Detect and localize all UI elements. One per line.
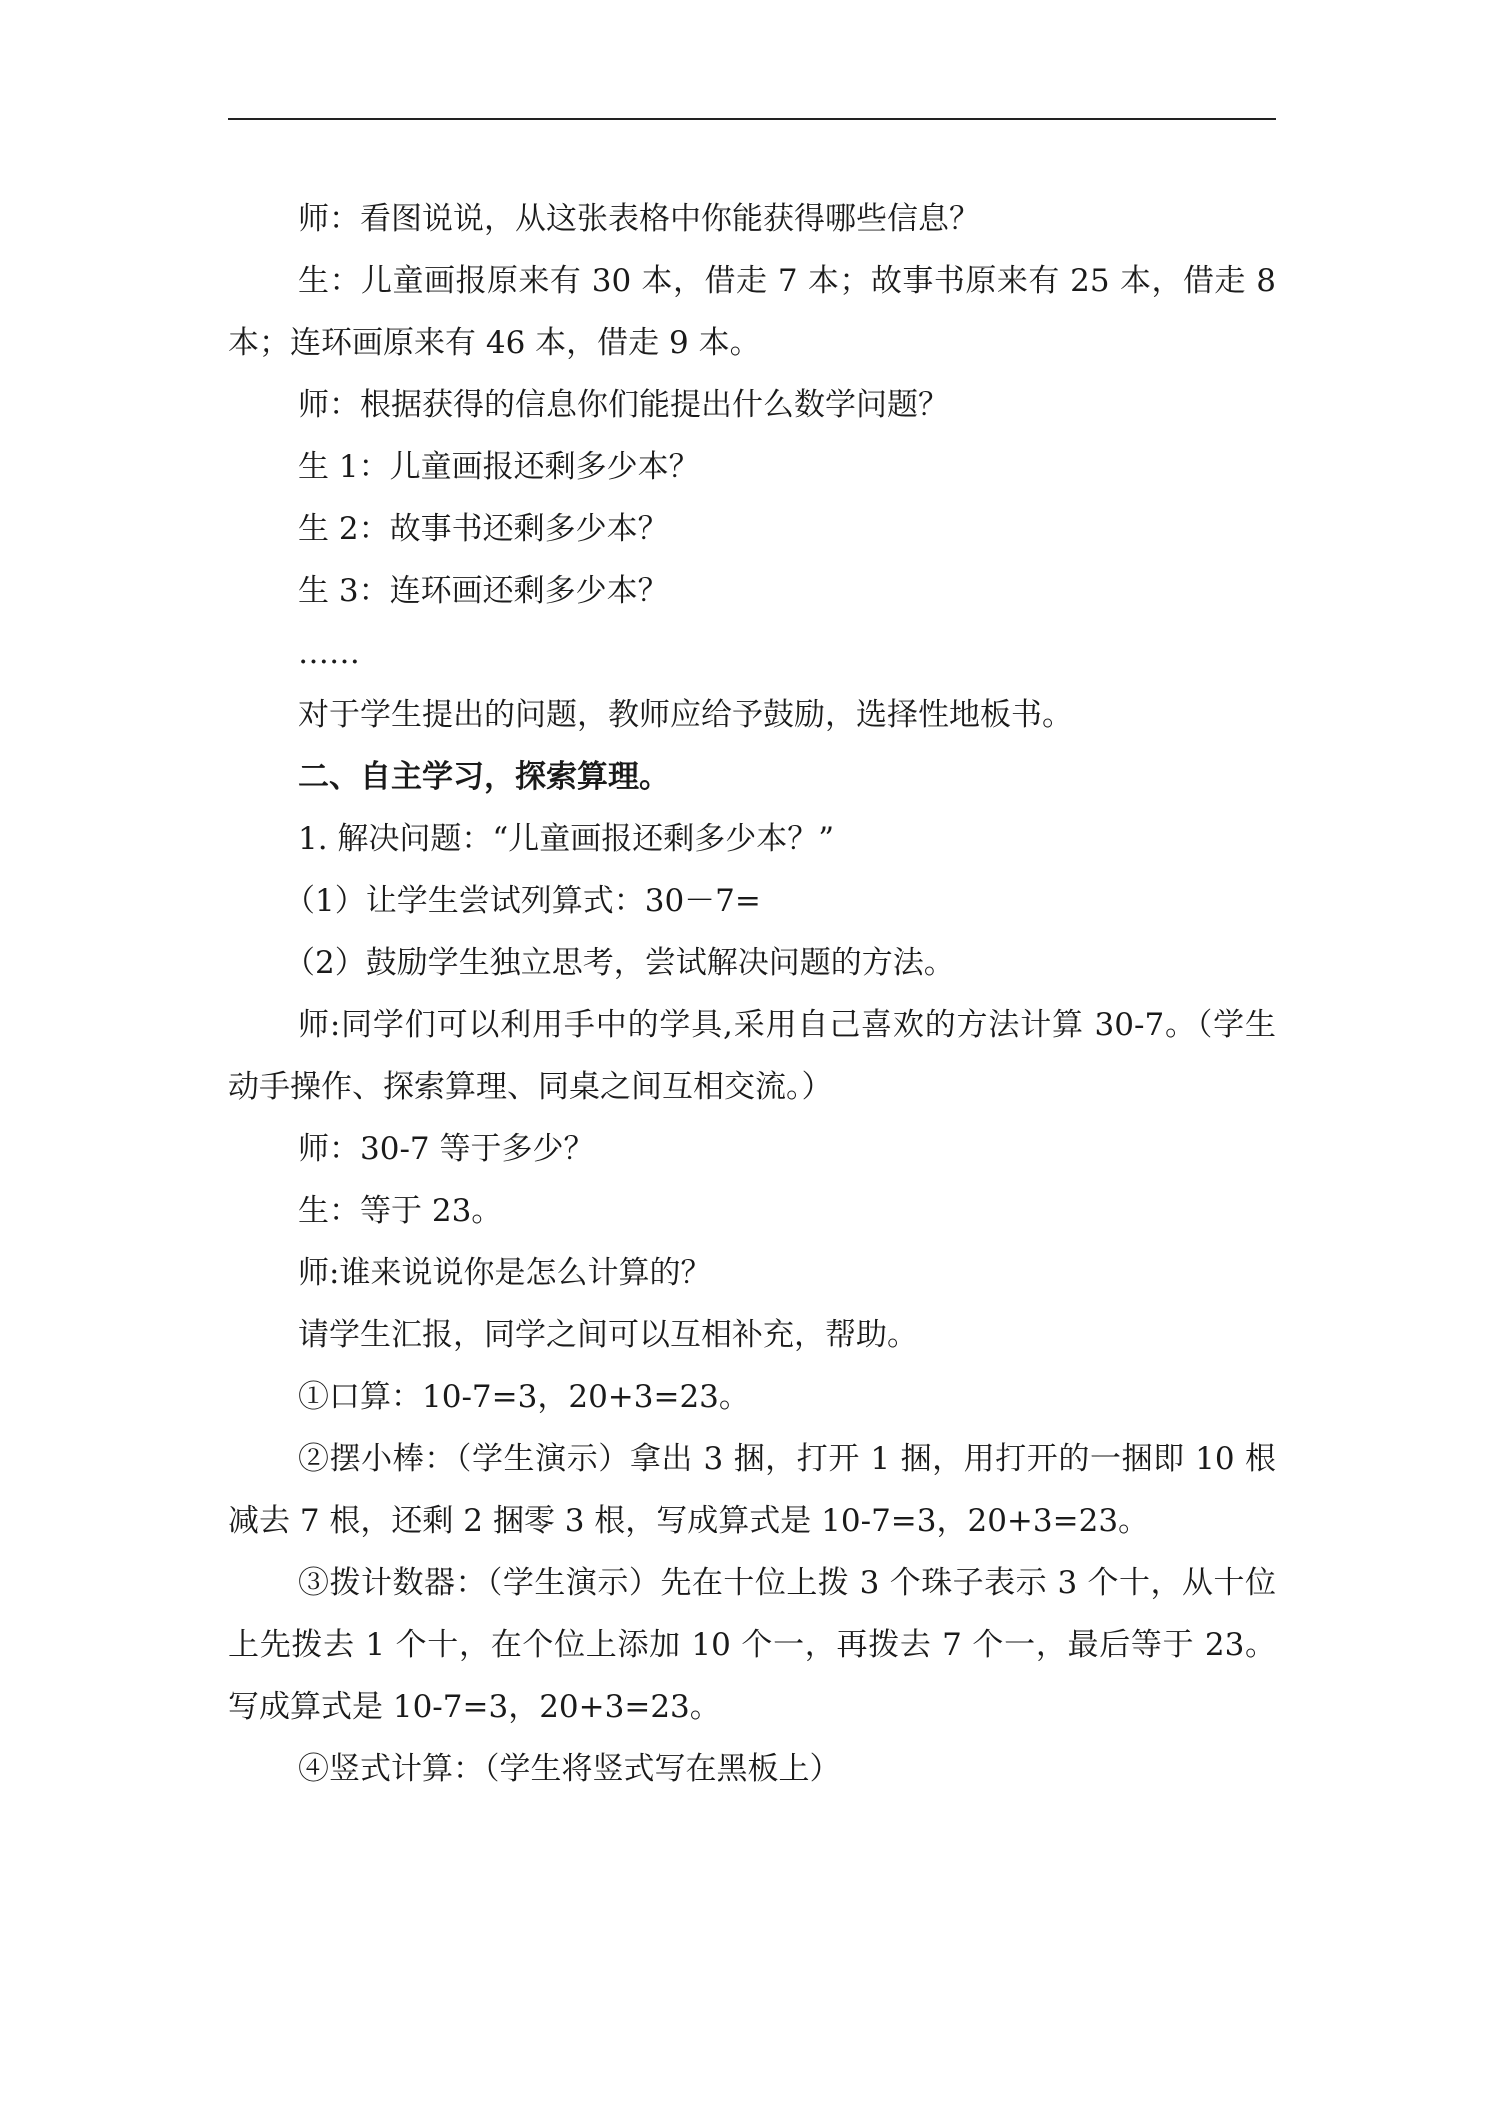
paragraph-ellipsis: …… bbox=[298, 635, 360, 671]
paragraph-teacher-note: 对于学生提出的问题，教师应给予鼓励，选择性地板书。 bbox=[298, 697, 1073, 733]
paragraph-teacher-question-3: 师：30-7 等于多少？ bbox=[298, 1131, 595, 1167]
paragraph-problem-1: 1. 解决问题：“儿童画报还剩多少本？” bbox=[298, 821, 835, 857]
paragraph-student-answer-23: 生：等于 23。 bbox=[298, 1193, 503, 1229]
paragraph-teacher-question-1: 师：看图说说，从这张表格中你能获得哪些信息？ bbox=[298, 201, 980, 237]
paragraph-teacher-question-2: 师：根据获得的信息你们能提出什么数学问题？ bbox=[298, 387, 949, 423]
paragraph-teacher-question-4: 师:谁来说说你是怎么计算的？ bbox=[298, 1255, 712, 1291]
paragraph-step-2: （2）鼓励学生独立思考，尝试解决问题的方法。 bbox=[284, 945, 955, 981]
paragraph-step-1: （1）让学生尝试列算式：30－7= bbox=[284, 883, 761, 919]
paragraph-teacher-instruction: 师:同学们可以利用手中的学具,采用自己喜欢的方法计算 30-7。（学生动手操作、探索算理、同桌之间互相交流。） bbox=[228, 1007, 1276, 1105]
paragraph-method-oral: ①口算：10-7=3，20+3=23。 bbox=[298, 1379, 750, 1415]
header-rule bbox=[228, 118, 1276, 120]
paragraph-student-1: 生 1：儿童画报还剩多少本？ bbox=[298, 449, 700, 485]
paragraph-method-vertical: ④竖式计算：（学生将竖式写在黑板上） bbox=[298, 1751, 841, 1787]
paragraph-method-abacus: ③拨计数器：（学生演示）先在十位上拨 3 个珠子表示 3 个十，从十位上先拨去 1 个十，在个位上添加 10 个一，再拨去 7 个一，最后等于 23。写成算式是 10-7=3，20+3=23。 bbox=[228, 1565, 1276, 1725]
paragraph-method-sticks: ②摆小棒：（学生演示）拿出 3 捆，打开 1 捆，用打开的一捆即 10 根减去 7 根，还剩 2 捆零 3 根，写成算式是 10-7=3，20+3=23。 bbox=[228, 1441, 1276, 1539]
paragraph-report: 请学生汇报，同学之间可以互相补充，帮助。 bbox=[298, 1317, 918, 1353]
paragraph-student-3: 生 3：连环画还剩多少本？ bbox=[298, 573, 669, 609]
paragraph-student-2: 生 2：故事书还剩多少本？ bbox=[298, 511, 669, 547]
section-heading: 二、自主学习，探索算理。 bbox=[298, 759, 670, 795]
paragraph-student-answer-info: 生：儿童画报原来有 30 本，借走 7 本；故事书原来有 25 本，借走 8 本；连环画原来有 46 本，借走 9 本。 bbox=[228, 263, 1276, 361]
document-body bbox=[228, 188, 1276, 1800]
